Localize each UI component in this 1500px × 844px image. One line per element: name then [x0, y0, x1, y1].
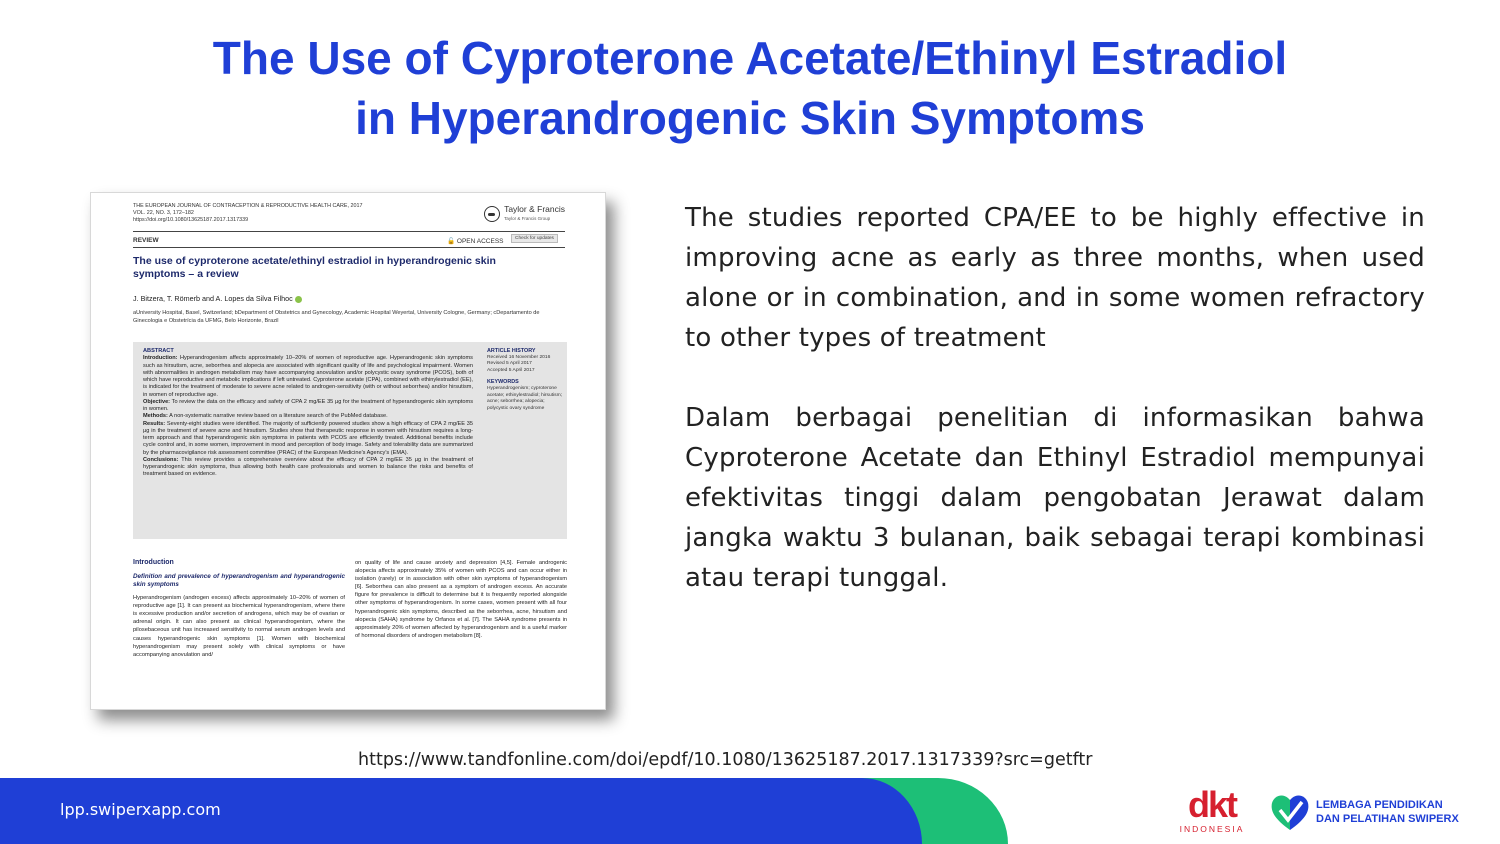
footer-site-link[interactable]: lpp.swiperxapp.com: [60, 800, 221, 819]
paper-rule-top: [133, 231, 565, 232]
dkt-logo-word: dkt: [1188, 784, 1236, 825]
abstract-intro-label: Introduction:: [143, 355, 178, 362]
abstract-methods-label: Methods:: [143, 413, 168, 420]
slide-title-line1: The Use of Cyproterone Acetate/Ethinyl Estradiol: [212, 32, 1288, 84]
history-revised: Revised 5 April 2017: [487, 361, 532, 367]
article-history-heading: ARTICLE HISTORY: [487, 348, 536, 354]
paper-journal-info: [133, 203, 362, 224]
lpp-swiperx-logo: [1268, 790, 1478, 834]
paper-column-right: on quality of life and cause anxiety and depression [4,5]. Female androgenic alopecia affects approximately 35% of women with PCOS and can occur either in isolation (rarely) or in association with other skin symptoms of hyperandrogenism [6]. Seborrhea can also present as a symptom of androgen excess. An accurate figure for prevalence is difficult to determine but it is frequently reported alongside other symptoms of hyperandrogenism. In some cases, women present with all four hyperandrogenic skin symptoms, described as the seborrhea, acne, hirsutism and alopecia (SAHA) syndrome by Orfanos et al. [7]. The SAHA syndrome presents in approximately 20% of women affected by hyperandrogenism and is a useful marker of hormonal disorders of androgen metabolism [8].: [355, 560, 567, 639]
open-access-label: 🔓 OPEN ACCESS: [447, 238, 504, 245]
abstract-conclusions-label: Conclusions:: [143, 456, 179, 463]
definition-subheading: Definition and prevalence of hyperandrogenism and hyperandrogenic skin symptoms: [133, 573, 345, 589]
history-received: Received 16 November 2016: [487, 354, 551, 360]
english-summary: The studies reported CPA/EE to be highly effective in improving acne as early as three months, when used alone or in combination, and in some women refractory to other types of treatment: [685, 203, 1425, 353]
article-sidebar: [487, 348, 567, 412]
paper-authors-text: J. Bitzera, T. Römerb and A. Lopes da Silva Filhoc: [133, 294, 293, 303]
abstract-objective-text: To review the data on the efficacy and safety of CPA 2 mg/EE 35 µg for the treatment of hyperandrogenic skin symptoms in women.: [143, 398, 473, 412]
open-access-text: OPEN ACCESS: [456, 238, 504, 245]
publisher-sub: Taylor & Francis Group: [504, 216, 551, 221]
abstract-results-text: Seventy-eight studies were identified. The majority of sufficiently powered studies show a high efficacy of CPA 2 mg/EE 35 µg in the treatment of severe acne and hirsutism. Studies show that therapeutic response in women with hirsutism requires a long-term approach and that hyperandrogenic skin symptoms in patients with PCOS are efficiently treated. Additional benefits include cycle control and, in some women, improvement in mood and perception of body image. Safety and tolerability data are summarized by the pharmacovigilance risk assessment committee (PRAC) of the European Medicine's Agency's (EMA).: [143, 420, 473, 456]
paper-screenshot: [90, 192, 606, 710]
slide-title: [0, 28, 1500, 148]
abstract-intro-text: Hyperandrogenism affects approximately 10–20% of women of reproductive age. Hyperandrogenic skin symptoms such as hirsutism, acne, seborrhea and alopecia are associated with significant quality of life and psychological impairment. Women with abnormalities in androgen metabolism may have accompanying anovulation and/or polycystic ovary syndrome (PCOS), both of which have reproductive and metabolic implications if left untreated. Cyproterone acetate (CPA), combined with ethinylestradiol (EE), is indicated for the treatment of moderate to severe acne related to androgen-sensitivity (with or without seborrhea) and/or hirsutism, in women of reproductive age.: [143, 355, 473, 398]
publisher-name: Taylor & Francis: [504, 204, 565, 214]
column-left-text: Hyperandrogenism (androgen excess) affects approximately 10–20% of women of reproductive age [1]. It can present as biochemical hyperandrogenism, where there is excessive production and/or secretion of androgens, which may be of ovarian or adrenal origin. It can also present as clinical hyperandrogenism, where the pilosebaceous unit has increased sensitivity to normal serum androgen levels and causes hyperandrogenic skin symptoms [1]. Women with biochemical hyperandrogenism may present solely with clinical symptoms or have accompanying anovulation and/: [133, 595, 345, 658]
paper-section-label: REVIEW: [133, 237, 159, 244]
paper-title: The use of cyproterone acetate/ethinyl estradiol in hyperandrogenic skin symptoms – a review: [133, 255, 496, 280]
keywords-heading: KEYWORDS: [487, 379, 519, 386]
check-updates-badge: Check for updates: [511, 234, 558, 243]
orcid-icon: [295, 296, 302, 303]
indonesian-summary: Dalam berbagai penelitian di informasikan bahwa Cyproterone Acetate dan Ethinyl Estradiol mempunyai efektivitas tinggi dalam pengobatan Jerawat dalam jangka waktu 3 bulanan, baik sebagai terapi kombinasi atau terapi tunggal.: [685, 403, 1425, 593]
dkt-logo-sub: INDONESIA: [1179, 824, 1245, 834]
paper-rule-mid: [133, 247, 565, 248]
taylor-francis-icon: [484, 206, 500, 222]
abstract-objective-label: Objective:: [143, 398, 171, 405]
abstract-conclusions-text: This review provides a comprehensive overview about the efficacy of CPA 2 mg/EE 35 µg in the treatment of hyperandrogenic skin symptoms, thus allowing both health care professionals and women to balance the risks and benefits of treatment based on evidence.: [143, 456, 474, 478]
publisher-logo: [484, 205, 565, 223]
paper-column-left: [133, 559, 345, 659]
introduction-heading: Introduction: [133, 559, 174, 566]
history-accepted: Accepted 5 April 2017: [487, 367, 535, 373]
abstract-methods-text: A non-systematic narrative review based on a literature search of the PubMed database.: [169, 413, 388, 420]
paper-journal-line1: THE EUROPEAN JOURNAL OF CONTRACEPTION & REPRODUCTIVE HEALTH CARE, 2017: [133, 203, 363, 209]
paper-journal-line2: VOL. 22, NO. 3, 172–182: [133, 210, 194, 216]
lpp-text-line1: LEMBAGA PENDIDIKAN: [1316, 799, 1443, 811]
heart-logo-icon: [1268, 790, 1312, 834]
dkt-logo: [1178, 786, 1246, 840]
slide-title-line2: in Hyperandrogenic Skin Symptoms: [355, 92, 1145, 144]
paper-journal-line3: https://doi.org/10.1080/13625187.2017.1317339: [133, 217, 249, 223]
abstract-results-label: Results:: [143, 420, 166, 427]
paper-abstract-box: [133, 342, 567, 539]
abstract-heading: ABSTRACT: [143, 348, 174, 354]
source-url[interactable]: https://www.tandfonline.com/doi/epdf/10.1080/13625187.2017.1317339?src=getftr: [358, 750, 1093, 770]
keywords-text: Hyperandrogenism; cyproterone acetate; ethinylestradiol; hirsutism; acne; seborrhea; alopecia; polycystic ovary syndrome: [487, 385, 563, 411]
paper-authors: [133, 294, 302, 303]
lpp-text-line2: DAN PELATIHAN SWIPERX: [1316, 813, 1459, 825]
paper-affiliations: aUniversity Hospital, Basel, Switzerland; bDepartment of Obstetrics and Gynecology, Academic Hospital Weyertal, University Cologne, Germany; cDepartamento de Ginecologia e Obstetrícia da UFMG, Belo Horizonte, Brazil: [133, 310, 540, 324]
abstract-body: [143, 348, 473, 479]
